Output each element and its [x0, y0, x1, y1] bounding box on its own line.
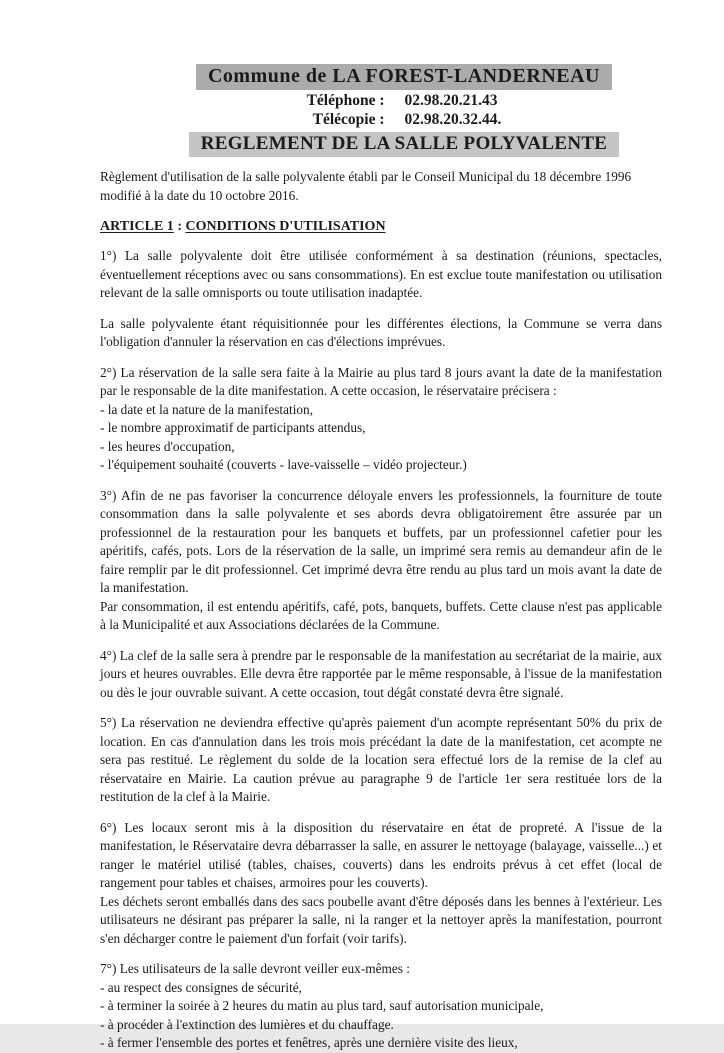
paragraph-1b — [100, 315, 662, 352]
list-item: - la date et la nature de la manifestation, — [100, 401, 314, 417]
paragraph-text: 2°) La réservation de la salle sera faite à la Mairie au plus tard 8 jours avant la date de la manifestation par le responsable de la dite manifestation. A cette occasion, le réservataire précisera : — [100, 364, 662, 398]
document-body — [100, 168, 662, 1053]
phone-label: Téléphone : — [306, 92, 385, 109]
fax-number: 02.98.20.32.44. — [404, 111, 502, 128]
intro-paragraph: Règlement d'utilisation de la salle polyvalente établi par le Conseil Municipal du 18 décembre 1996 modifié à la date du 10 octobre 2016. — [100, 169, 632, 203]
phone-number: 02.98.20.21.43 — [404, 92, 498, 109]
article-label: ARTICLE 1 — [100, 219, 174, 234]
list-item: - à procéder à l'extinction des lumières et du chauffage. — [100, 1016, 394, 1032]
article-title: CONDITIONS D'UTILISATION — [185, 219, 386, 234]
paragraph-text: 7°) Les utilisateurs de la salle devront veiller eux-mêmes : — [100, 961, 410, 976]
paragraph-3 — [100, 487, 662, 635]
list-item: - l'équipement souhaité (couverts - lave-vaisselle – vidéo projecteur.) — [100, 457, 467, 472]
paragraph-6 — [100, 819, 662, 949]
paragraph-text: La salle polyvalente étant réquisitionnée pour les différentes élections, la Commune se verra dans l'obligation d'annuler la réservation en cas d'élections imprévues. — [100, 315, 662, 349]
list-item: - au respect des consignes de sécurité, — [100, 979, 302, 995]
article-separator: : — [173, 219, 186, 234]
paragraph-text: 3°) Afin de ne pas favoriser la concurrence déloyale envers les professionnels, la fourniture de toute consommation dans la salle polyvalente et ses abords devra obligatoirement être assurée par un professionnel de la restauration pour les banquets et buffets, par un professionnel cafetier pour les apéritifs, cafés, pots. Lors de la réservation de la salle, un imprimé sera remis au demandeur afin de le faire remplir par le dit professionnel. Cet imprimé devra être rendu au plus tard un mois avant la date de la manifestation. — [100, 487, 662, 595]
contact-block — [148, 91, 660, 129]
list-item: - à fermer l'ensemble des portes et fenêtres, après une dernière visite des lieux, — [100, 1035, 518, 1050]
paragraph-text: Les déchets seront emballés dans des sacs poubelle avant d'être déposés dans les bennes à l'extérieur. Les utilisateurs ne désirant pas préparer la salle, ni la ranger et la nettoyer après la manifestation, pourront s'en décharger contre le paiement d'un forfait (voir tarifs). — [100, 893, 662, 946]
paragraph-text: Par consommation, il est entendu apéritifs, café, pots, banquets, buffets. Cette clause n'est pas applicable à la Municipalité et aux Associations déclarées de la Commune. — [100, 598, 662, 632]
fax-label: Télécopie : — [312, 111, 385, 128]
paragraph-text: 1°) La salle polyvalente doit être utilisée conformément à sa destination (réunions, spectacles, éventuellement réceptions avec ou sans consommations). En est exclue toute manifestation ou utilisation relevant de la salle omnisports ou toute utilisation inadaptée. — [100, 248, 662, 300]
document-title: REGLEMENT DE LA SALLE POLYVALENTE — [189, 132, 620, 157]
document-header — [148, 64, 660, 157]
paragraph-4 — [100, 647, 662, 703]
article-1-heading — [100, 217, 662, 236]
paragraph-text: 6°) Les locaux seront mis à la disposition du réservataire en état de propreté. A l'issue de la manifestation, le Réservataire devra débarrasser la salle, en assurer le nettoyage (balayage, vaisselle...) et ranger le matériel utilisé (tables, chaises, couverts) dans les endroits prévus à cet effet (local de rangement pour tables et chaises, armoires pour les couverts). — [100, 819, 662, 890]
paragraph-text: 5°) La réservation ne deviendra effective qu'après paiement d'un acompte représentant 50% du prix de location. En cas d'annulation dans les trois mois précédant la date de la manifestation, cet acompte ne sera pas restitué. Le règlement du solde de la location sera effectué lors de la remise de la clef au réservataire en Mairie. La caution prévue au paragraphe 9 de l'article 1er sera restituée lors de la restitution de la clef à la Mairie. — [100, 715, 662, 804]
list-item: - les heures d'occupation, — [100, 438, 235, 454]
paragraph-2 — [100, 364, 662, 475]
paragraph-5 — [100, 714, 662, 807]
list-item: - le nombre approximatif de participants attendus, — [100, 420, 366, 435]
paragraph-text: 4°) La clef de la salle sera à prendre par le responsable de la manifestation au secrétariat de la mairie, aux jours et heures ouvrables. Elle devra être rapportée par le même responsable, à l'issue de la manifestation ou dès le jour ouvrable suivant. A cette occasion, tout dégât constaté devra être signalé. — [100, 647, 662, 700]
commune-title: Commune de LA FOREST-LANDERNEAU — [196, 64, 612, 90]
paragraph-7 — [100, 960, 662, 1053]
list-item: - à terminer la soirée à 2 heures du matin au plus tard, sauf autorisation municipale, — [100, 998, 544, 1013]
paragraph-1 — [100, 247, 662, 303]
